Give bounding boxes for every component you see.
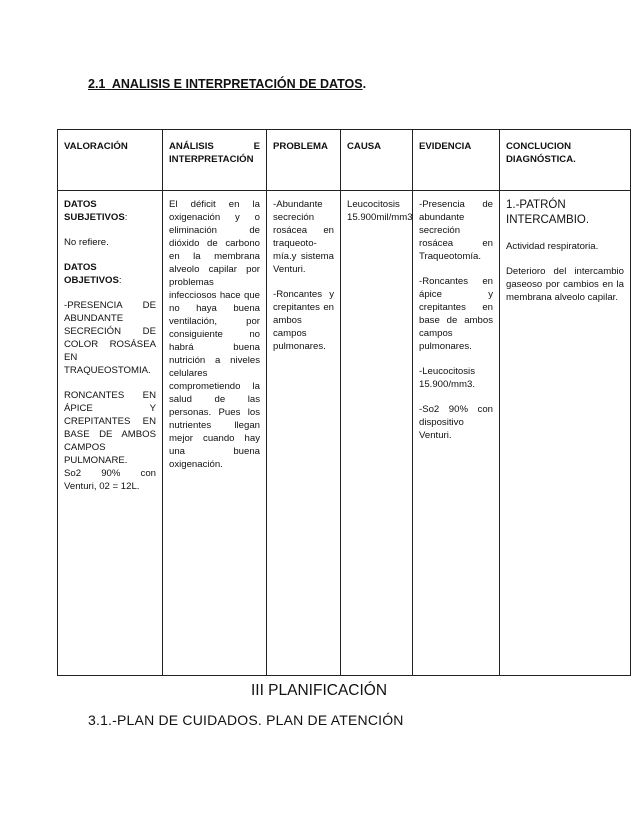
problema-1: -Abundante secreción rosácea en traqueoto-mía.y sistema Venturi. — [273, 199, 334, 275]
evidencia-3: -Leucocitosis 15.900/mm3. — [419, 366, 475, 390]
cell-problema — [267, 191, 341, 676]
section-heading — [88, 77, 366, 91]
conclusion-3: Deterioro del intercambio gaseoso por cambios en la membrana alveolo capilar. — [506, 266, 624, 303]
cell-causa: Leucocitosis 15.900mil/mm3 — [341, 191, 413, 676]
no-refiere-text: No refiere. — [64, 237, 109, 248]
conclusion-2: Actividad respiratoria. — [506, 241, 599, 252]
section-title: III PLANIFICACIÓN — [250, 682, 388, 699]
analysis-table — [57, 129, 631, 676]
header-evidencia: EVIDENCIA — [413, 130, 500, 191]
evidencia-4: -So2 90% con dispositivo Venturi. — [419, 404, 493, 441]
so2-text: So2 90% con Venturi, 02 = 12L. — [64, 468, 156, 492]
datos-objetivos — [64, 261, 156, 287]
subsection-title: 3.1.-PLAN DE CUIDADOS. PLAN DE ATENCIÓN — [88, 712, 404, 728]
cell-analisis: El déficit en la oxigenación y o eliminación de dióxido de carbono en la membrana alveolo capilar por problemas infecciosos hace que no haya buena ventilación, por consiguiente no habrá buena nutrición a niveles celulares comprometiendo la salud de las personas. Pues los nutrientes llegan mejor cuando hay una buena oxigenación. — [163, 191, 267, 676]
datos-subjetivos-title: DATOS SUBJETIVOS — [64, 199, 125, 223]
cell-conclusion — [500, 191, 631, 676]
problema-2: -Roncantes y crepitantes en ambos campos pulmonares. — [273, 289, 334, 352]
cell-valoracion — [58, 191, 163, 676]
presencia-text: -PRESENCIA DE ABUNDANTE SECRECIÓN DE COLOR ROSÁSEA EN TRAQUEOSTOMIA. — [64, 300, 156, 376]
table-row — [58, 191, 631, 676]
header-valoracion: VALORACIÓN — [58, 130, 163, 191]
datos-objetivos-title: DATOS OBJETIVOS — [64, 262, 119, 286]
header-analisis: ANÁLISIS E INTERPRETACIÓN — [163, 130, 267, 191]
heading-title: ANALISIS E INTERPRETACIÓN DE DATOS — [111, 77, 363, 91]
header-conclusion: CONCLUCION DIAGNÓSTICA. — [500, 130, 631, 191]
conclusion-1: 1.-PATRÓN INTERCAMBIO. — [506, 199, 590, 226]
datos-subjetivos — [64, 198, 156, 224]
evidencia-2: -Roncantes en ápice y crepitantes en base de ambos campos pulmonares. — [419, 276, 493, 352]
evidencia-1: -Presencia de abundante secreción rosácea en Traqueotomía. — [419, 199, 493, 262]
header-causa: CAUSA — [341, 130, 413, 191]
heading-underlined — [88, 77, 363, 91]
cell-evidencia — [413, 191, 500, 676]
heading-number: 2.1 — [88, 77, 106, 91]
datos-objetivos-colon: : — [118, 275, 122, 286]
roncantes-text: RONCANTES EN ÁPICE Y CREPITANTES EN BASE DE AMBOS CAMPOS PULMONARE. — [64, 390, 156, 466]
header-problema: PROBLEMA — [267, 130, 341, 191]
heading-period: . — [362, 77, 367, 91]
table-header-row — [58, 130, 631, 191]
datos-subjetivos-colon: : — [124, 212, 128, 223]
